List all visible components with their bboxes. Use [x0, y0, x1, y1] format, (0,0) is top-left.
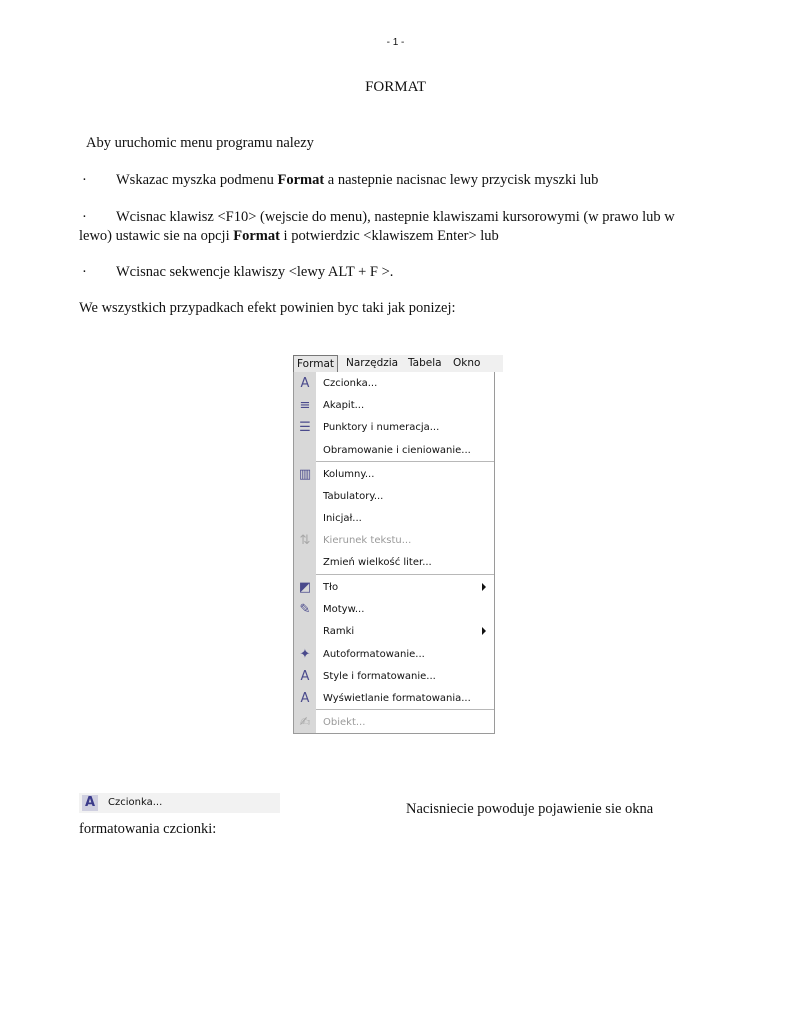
- bullet-dot: ·: [82, 264, 87, 280]
- bullet-2-pre: lewo) ustawic sie na opcji: [79, 228, 234, 244]
- font-icon: A: [300, 376, 310, 391]
- document-title: FORMAT: [365, 79, 426, 95]
- menu-item[interactable]: [294, 417, 494, 439]
- menu-item[interactable]: [294, 395, 494, 417]
- reveal-formatting-icon: A: [300, 691, 310, 706]
- bullet-1-bold: Format: [277, 172, 325, 188]
- result-line-1: Nacisniecie powoduje pojawienie sie okna: [406, 801, 654, 817]
- bullet-1: [82, 171, 598, 190]
- result-line-2: formatowania czcionki:: [79, 821, 217, 837]
- summary-text: We wszystkich przypadkach efekt powinien byc taki jak ponizej:: [79, 300, 456, 316]
- menu-item-label: Kierunek tekstu...: [323, 535, 412, 546]
- menu-item-label: Punktory i numeracja...: [323, 422, 440, 433]
- bullet-2-post: i potwierdzic <klawiszem Enter> lub: [279, 228, 499, 244]
- menubar-format[interactable]: Format: [293, 355, 338, 372]
- bullet-1-pre: Wskazac myszka podmenu: [116, 172, 278, 188]
- menu-item-label: Kolumny...: [323, 469, 375, 480]
- menu-item-label: Wyświetlanie formatowania...: [323, 693, 471, 704]
- menu-item[interactable]: [294, 440, 494, 462]
- menubar-narzedzia[interactable]: Narzędzia: [346, 357, 399, 369]
- menu-item-label: Akapit...: [323, 400, 365, 411]
- menu-item[interactable]: [294, 508, 494, 530]
- object-icon: ✍: [299, 715, 311, 730]
- menu-item-label: Ramki: [323, 626, 355, 637]
- blank-icon: [297, 511, 313, 527]
- menu-separator: [316, 461, 494, 462]
- bullet-2-line-1-text: Wcisnac klawisz <F10> (wejscie do menu), nastepnie klawiszami kursorowymi (w prawo lub w: [116, 209, 675, 225]
- bullets-icon: ☰: [299, 420, 311, 435]
- menu-item-label: Obramowanie i cieniowanie...: [323, 445, 471, 456]
- menu-item[interactable]: [294, 464, 494, 486]
- blank-icon: [297, 624, 313, 640]
- font-icon: A: [82, 795, 98, 811]
- menu-item[interactable]: [294, 486, 494, 508]
- menu-item-label: Obiekt...: [323, 717, 366, 728]
- menubar-okno[interactable]: Okno: [453, 357, 481, 369]
- menu-item[interactable]: [294, 552, 494, 574]
- format-menu: [293, 355, 495, 734]
- menu-item[interactable]: [294, 577, 494, 599]
- autoformat-icon: ✦: [299, 647, 311, 662]
- menu-item-label: Zmień wielkość liter...: [323, 557, 432, 568]
- menu-item-label: Style i formatowanie...: [323, 671, 436, 682]
- menu-item-label: Tabulatory...: [323, 491, 384, 502]
- menu-separator: [316, 574, 494, 575]
- blank-icon: [297, 489, 313, 505]
- menu-item[interactable]: [294, 644, 494, 666]
- submenu-arrow-icon: [482, 627, 486, 635]
- font-menu-item-label: Czcionka...: [108, 797, 163, 808]
- paragraph-icon: ≡: [299, 398, 311, 413]
- menu-item[interactable]: [294, 688, 494, 710]
- menu-item[interactable]: [294, 666, 494, 688]
- menu-item-label: Tło: [323, 582, 339, 593]
- menu-separator: [316, 709, 494, 710]
- bullet-dot: ·: [82, 172, 87, 188]
- menu-item-label: Motyw...: [323, 604, 365, 615]
- blank-icon: [297, 555, 313, 571]
- theme-icon: ✎: [299, 602, 311, 617]
- menu-item-label: Inicjał...: [323, 513, 362, 524]
- page-number: - 1 -: [386, 37, 405, 48]
- menu-item: [294, 712, 494, 734]
- menu-bar: [293, 355, 503, 372]
- blank-icon: [297, 443, 313, 459]
- text-direction-icon: ⇅: [299, 533, 311, 548]
- columns-icon: ▥: [298, 467, 312, 482]
- background-icon: ◩: [298, 580, 312, 595]
- menubar-tabela[interactable]: Tabela: [408, 357, 442, 369]
- font-menu-item-sample[interactable]: [79, 793, 280, 813]
- menu-item[interactable]: [294, 373, 494, 395]
- menu-item: [294, 530, 494, 552]
- submenu-arrow-icon: [482, 583, 486, 591]
- styles-icon: A: [300, 669, 310, 684]
- bullet-1-post: a nastepnie nacisnac lewy przycisk myszki lub: [324, 172, 599, 188]
- bullet-2-bold: Format: [233, 228, 280, 244]
- bullet-2-line-1: [82, 208, 675, 227]
- menu-item-label: Czcionka...: [323, 378, 378, 389]
- bullet-dot: ·: [82, 209, 87, 225]
- menu-item[interactable]: [294, 599, 494, 621]
- intro-text: Aby uruchomic menu programu nalezy: [86, 135, 314, 151]
- menu-item-label: Autoformatowanie...: [323, 649, 425, 660]
- bullet-3: [82, 263, 393, 282]
- bullet-3-text: Wcisnac sekwencje klawiszy <lewy ALT + F >.: [116, 264, 394, 280]
- bullet-2-line-2: [79, 227, 499, 246]
- menu-item[interactable]: [294, 621, 494, 643]
